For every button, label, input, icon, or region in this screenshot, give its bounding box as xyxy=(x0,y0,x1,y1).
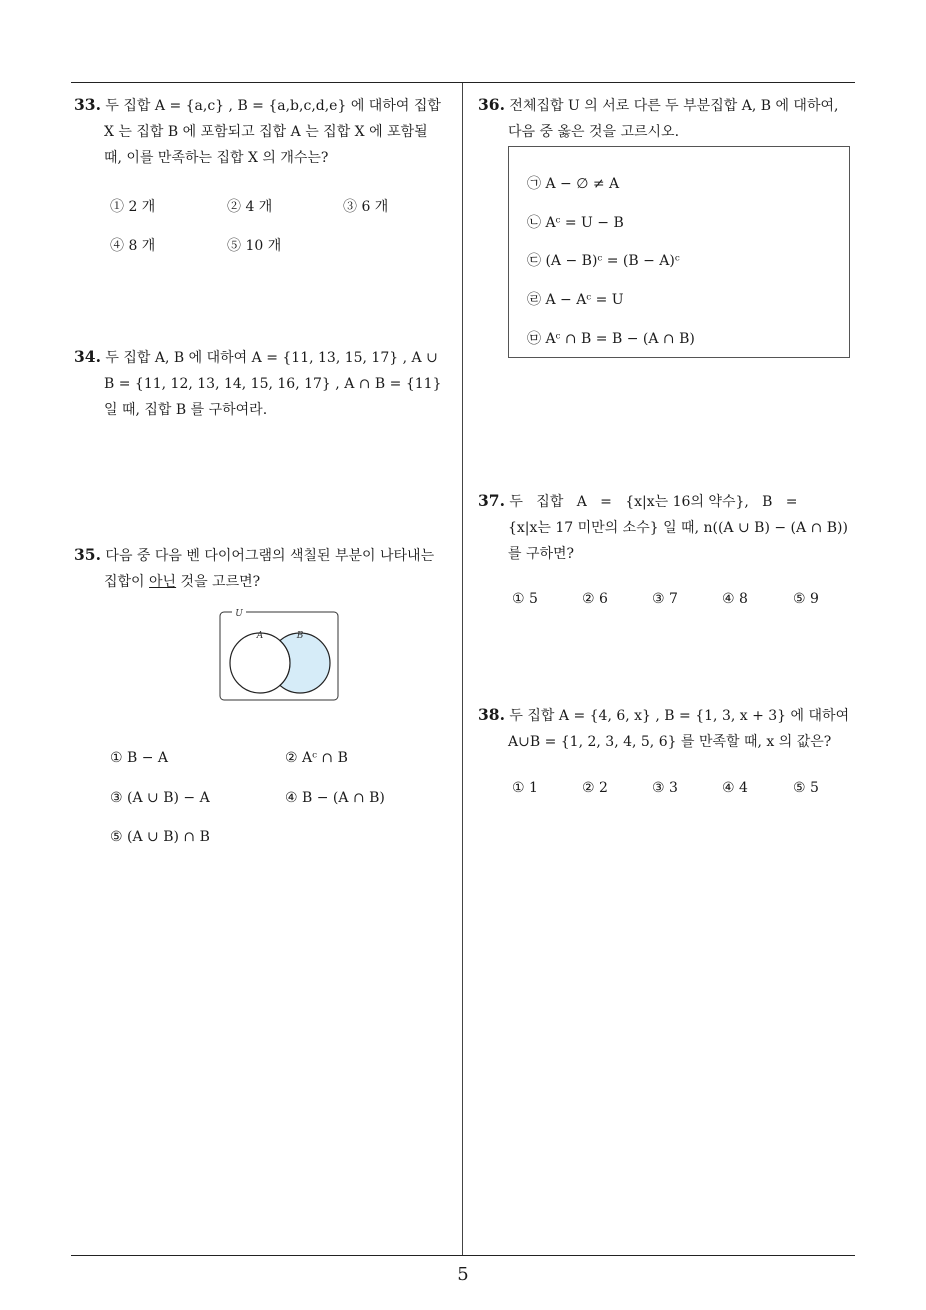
statement-3: ㉢ (A − B)ᶜ = (B − A)ᶜ xyxy=(527,253,680,269)
top-rule xyxy=(71,82,855,83)
text-fragment: 것을 고르면? xyxy=(176,574,261,590)
question-number: 34. xyxy=(74,347,101,366)
choice-1[interactable]: ① 5 xyxy=(512,591,538,607)
question-text-line: 를 구하면? xyxy=(508,546,575,562)
choice-3[interactable]: ③ (A ∪ B) − A xyxy=(110,790,210,806)
question-33 xyxy=(74,92,441,171)
column-divider xyxy=(462,83,463,1255)
question-text-line: 두 집합 A = {a,c} , B = {a,b,c,d,e} 에 대하여 집합 xyxy=(105,98,441,114)
choice-4[interactable]: ④ 4 xyxy=(722,780,748,796)
question-text-line: 다음 중 옳은 것을 고르시오. xyxy=(508,124,680,140)
universe-label: U xyxy=(235,609,243,619)
question-number: 36. xyxy=(478,95,505,114)
choice-2[interactable]: ② 6 xyxy=(582,591,608,607)
question-number: 35. xyxy=(74,545,101,564)
statement-box xyxy=(508,146,850,358)
question-text-line: 전체집합 U 의 서로 다른 두 부분집합 A, B 에 대하여, xyxy=(509,98,839,114)
choice-1[interactable]: ① 1 xyxy=(512,780,538,796)
underlined-word: 아닌 xyxy=(149,574,177,590)
choice-2[interactable]: ② 2 xyxy=(582,780,608,796)
choice-5[interactable]: ⑤ 10 개 xyxy=(227,238,282,254)
choice-1[interactable]: ① 2 개 xyxy=(110,199,156,215)
question-text-line: {x|x는 17 미만의 소수} 일 때, n((A ∪ B) − (A ∩ B)) xyxy=(508,520,848,536)
choice-1[interactable]: ① B − A xyxy=(110,750,169,766)
choice-5[interactable]: ⑤ 9 xyxy=(793,591,819,607)
question-text-line: X 는 집합 B 에 포함되고 집합 A 는 집합 X 에 포함될 xyxy=(104,124,428,140)
choice-3[interactable]: ③ 7 xyxy=(652,591,678,607)
question-text-line: 두 집합 A = {4, 6, x} , B = {1, 3, x + 3} 에 대하여 xyxy=(509,708,850,724)
choice-5[interactable]: ⑤ (A ∪ B) ∩ B xyxy=(110,829,210,845)
question-text-line: A∪B = {1, 2, 3, 4, 5, 6} 를 만족할 때, x 의 값은? xyxy=(508,734,832,750)
question-text-line: 두 집합 A = {x|x는 16의 약수}, B = xyxy=(509,494,798,510)
choice-5[interactable]: ⑤ 5 xyxy=(793,780,819,796)
question-37 xyxy=(478,488,848,567)
choice-3[interactable]: ③ 3 xyxy=(652,780,678,796)
choice-2[interactable]: ② 4 개 xyxy=(227,199,273,215)
question-text-line: 두 집합 A, B 에 대하여 A = {11, 13, 15, 17} , A ∪ xyxy=(105,350,438,366)
choice-4[interactable]: ④ B − (A ∩ B) xyxy=(285,790,385,806)
question-38 xyxy=(478,702,849,755)
question-35 xyxy=(74,542,434,595)
choice-4[interactable]: ④ 8 개 xyxy=(110,238,156,254)
question-text-line: 일 때, 집합 B 를 구하여라. xyxy=(104,402,268,418)
question-number: 33. xyxy=(74,95,101,114)
venn-diagram xyxy=(218,606,342,704)
question-number: 38. xyxy=(478,705,505,724)
choice-3[interactable]: ③ 6 개 xyxy=(343,199,389,215)
question-text-line: 다음 중 다음 벤 다이어그램의 색칠된 부분이 나타내는 xyxy=(105,548,435,564)
statement-4: ㉣ A − Aᶜ = U xyxy=(527,292,624,308)
text-fragment: 집합이 xyxy=(104,574,150,590)
statement-2: ㉡ Aᶜ = U − B xyxy=(527,215,624,231)
question-36 xyxy=(478,92,838,145)
set-a-label: A xyxy=(256,631,264,641)
page-number: 5 xyxy=(457,1264,469,1285)
question-number: 37. xyxy=(478,491,505,510)
statement-1: ㉠ A − ∅ ≠ A xyxy=(527,176,620,192)
bottom-rule xyxy=(71,1255,855,1256)
statement-5: ㉤ Aᶜ ∩ B = B − (A ∩ B) xyxy=(527,331,695,347)
choice-4[interactable]: ④ 8 xyxy=(722,591,748,607)
set-b-label: B xyxy=(296,631,304,641)
question-text-line: 때, 이를 만족하는 집합 X 의 개수는? xyxy=(104,150,329,166)
question-text-line xyxy=(74,569,434,595)
question-text-line: B = {11, 12, 13, 14, 15, 16, 17} , A ∩ B = {11} xyxy=(104,376,442,392)
choice-2[interactable]: ② Aᶜ ∩ B xyxy=(285,750,348,766)
question-34 xyxy=(74,344,441,423)
